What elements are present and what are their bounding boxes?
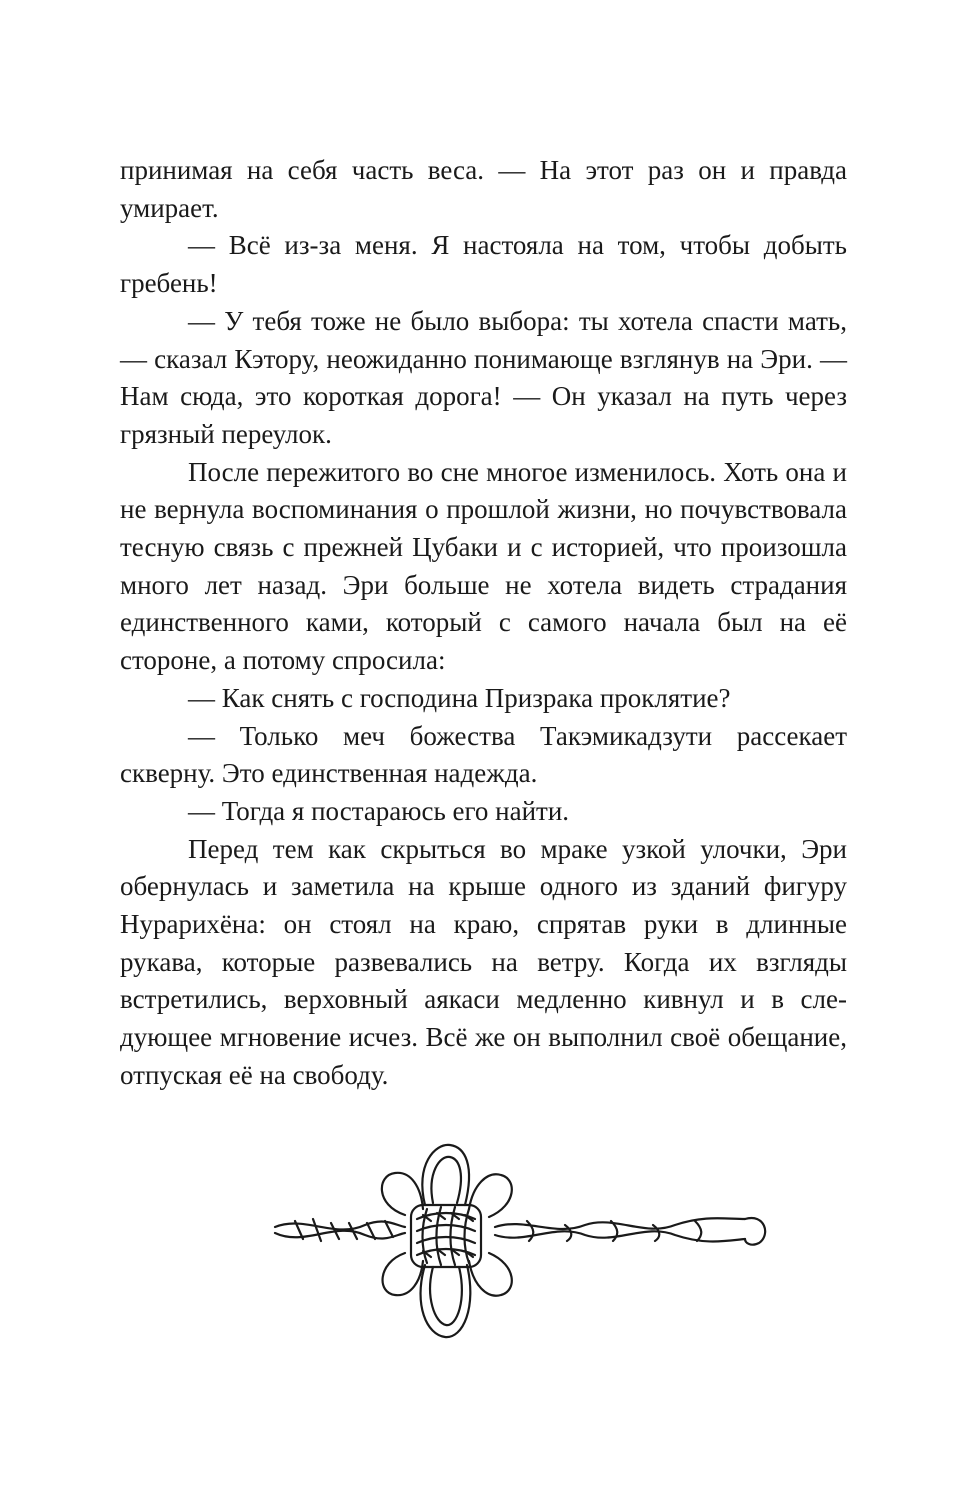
paragraph: — Тогда я постараюсь его найти. bbox=[188, 795, 570, 826]
paragraph: принимая на себя часть веса. — На этот раз он и правда умирает. bbox=[120, 155, 847, 223]
paragraph: — Как снять с господина Призрака проклятие? bbox=[188, 682, 731, 713]
body-text bbox=[120, 152, 847, 1095]
paragraph: — Только меч божества Такэмикадзути рассекает скверну. Это единственная надежда. bbox=[120, 720, 847, 789]
paragraph: Перед тем как скрыться во мраке узкой улочки, Эри обернулась и заметила на крыше одного из зданий фигуру Нурарихёна: он стоял на краю, спрятав руки в длинные рукава, которые развевались на ветру. Когда их взгляды встретились, верховный аякаси медленно кивнул и в следующее мгновение исчез. Всё же он выполнил своё обещание, отпуская её на свободу. bbox=[120, 833, 847, 1090]
paragraph: После пережитого во сне многое изменилось. Хоть она и не вернула воспоминания о прошлой жизни, но почувствовала тесную связь с прежней Цубаки и с историей, что произошла много лет назад. Эри больше не хотела видеть страдания единственного ками, который с самого начала был на её стороне, а потому спросила: bbox=[120, 456, 847, 676]
paragraph: — Всё из-за меня. Я настояла на том, чтобы добыть гребень! bbox=[120, 230, 847, 299]
knot-ornament-icon bbox=[265, 1135, 775, 1345]
paragraph: — У тебя тоже не было выбора: ты хотела спасти мать, — сказал Кэтору, неожиданно понимающе взглянув на Эри. — Нам сюда, это короткая дорога! — Он указал на путь через грязный переулок. bbox=[120, 305, 847, 449]
